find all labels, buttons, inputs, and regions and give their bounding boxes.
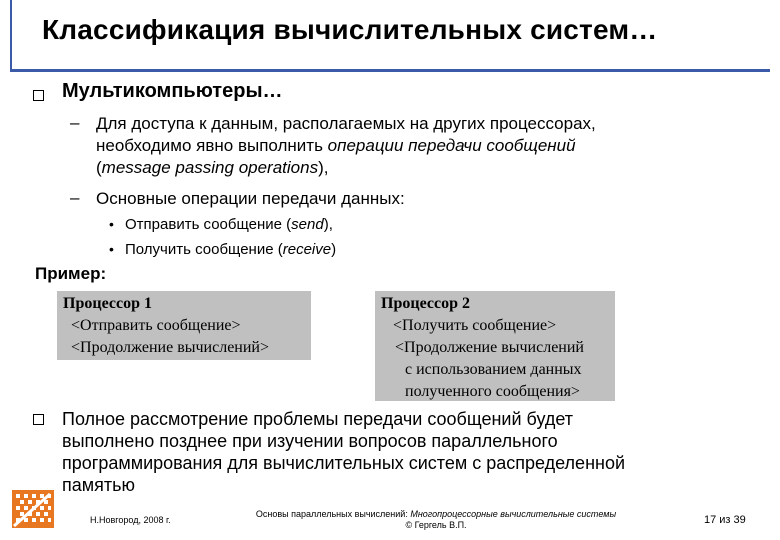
section2-line: выполнено позднее при изучении вопросов параллельного [62,431,558,451]
sub-item-receive: Получить сообщение (receive) [125,241,337,258]
dot-bullet-icon: • [109,241,114,257]
processor-1-line: <Отправить сообщение> [71,317,241,334]
item2-text: Основные операции передачи данных: [96,189,405,208]
section2-line: памятью [62,475,136,495]
processor-2-line: полученного сообщения> [405,383,580,400]
page-number: 17 из 39 [704,514,746,526]
item1-line3: (message passing operations), [96,158,329,177]
item1-line1: Для доступа к данным, располагаемых на других процессорах, [96,114,596,133]
processor-2-box [375,291,615,401]
section2-line: программирования для вычислительных систем с распределенной [62,453,626,473]
item1-line2: необходимо явно выполнить операции передачи сообщений [96,136,576,155]
square-bullet-icon [33,90,44,101]
dot-bullet-icon: • [109,216,114,232]
section2-text [62,408,625,496]
processor-2-title: Процессор 2 [381,295,470,312]
section2-line: Полное рассмотрение проблемы передачи сообщений будет [62,409,574,429]
processor-2-line: <Получить сообщение> [393,317,557,334]
processor-2-line: <Продолжение вычислений [395,339,584,356]
processor-1-title: Процессор 1 [63,295,152,312]
slide-title: Классификация вычислительных систем… [42,14,658,45]
processor-1-box [57,291,311,360]
footer-location-date: Н.Новгород, 2008 г. [90,515,171,525]
processor-2-line: с использованием данных [405,361,582,378]
dash-bullet-icon: – [70,188,80,207]
square-bullet-icon [33,414,44,425]
sub-item-send: Отправить сообщение (send), [125,216,333,233]
footer-course: Основы параллельных вычислений: Многопроцессорные вычислительные системы © Гергель В.П. [255,509,617,530]
section-heading: Мультикомпьютеры… [62,80,283,102]
dash-bullet-icon: – [70,113,80,132]
university-logo-icon [10,488,56,530]
example-label: Пример: [35,264,107,283]
title-bar [10,0,770,72]
processor-1-line: <Продолжение вычислений> [71,339,270,356]
